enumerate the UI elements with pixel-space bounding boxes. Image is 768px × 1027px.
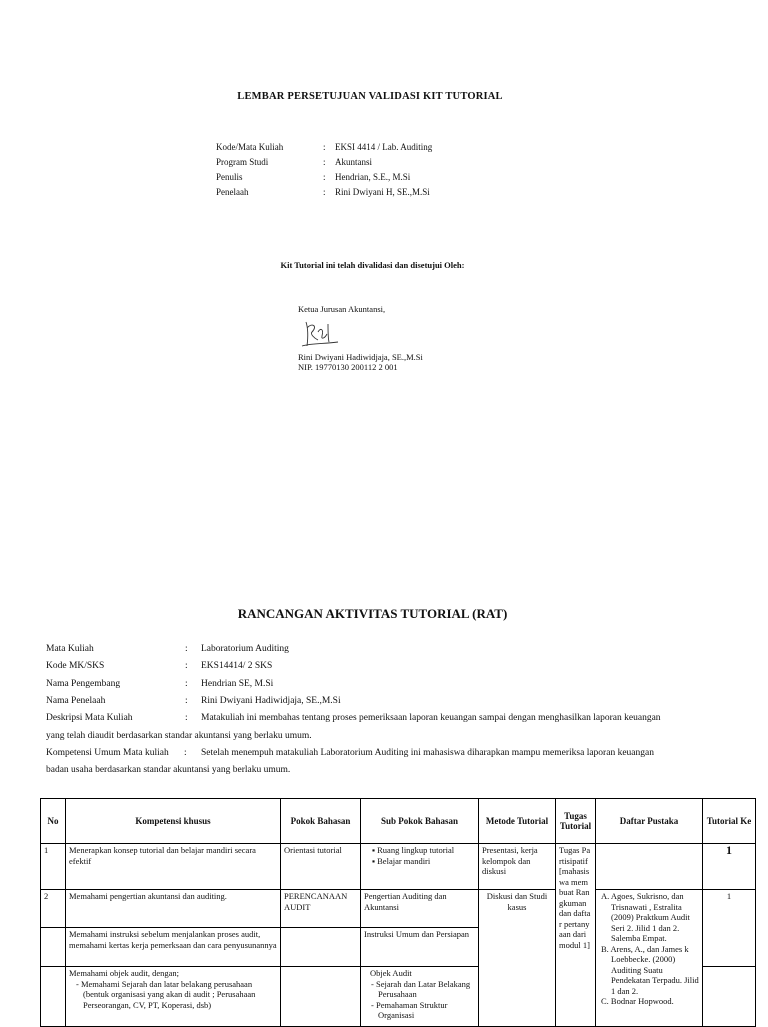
competence-cont: badan usaha berdasarkan standar akuntansi yang berlaku umum. — [46, 765, 291, 776]
cell-metode: Diskusi dan Studi kasus — [479, 890, 556, 1027]
cell-sub: Instruksi Umum dan Persiapan — [361, 928, 479, 967]
cell-kompetensi: Memahami pengertian akuntansi dan auditing. — [66, 890, 281, 928]
info-row — [46, 693, 726, 710]
info-colon: : — [185, 695, 188, 706]
field-label: Program Studi — [216, 157, 269, 167]
cell-sub — [361, 967, 479, 1027]
description-text: Matakuliah ini membahas tentang proses pemeriksaan laporan keuangan sampai dengan menghasilkan laporan keuangan — [201, 713, 661, 724]
header-pokok: Pokok Bahasan — [281, 799, 361, 844]
cell-pokok: PERENCANAAN AUDIT — [281, 890, 361, 928]
cell-no: 1 — [41, 844, 66, 890]
field-colon: : — [323, 187, 326, 197]
cell-metode: Presentasi, kerja kelompok dan diskusi — [479, 844, 556, 890]
field-colon: : — [323, 172, 326, 182]
info-row — [46, 676, 726, 693]
signatory-details — [298, 352, 423, 372]
list-item: - Pemahaman Struktur Organisasi — [378, 1000, 475, 1021]
kompetensi-intro: Memahami objek audit, dengan; — [69, 968, 179, 978]
signature-image — [298, 318, 346, 350]
info-label: Mata Kuliah — [46, 644, 94, 654]
description-cont: yang telah diaudit berdasarkan standar akuntansi yang berlaku umum. — [46, 730, 312, 741]
info-label: Nama Penelaah — [46, 695, 106, 706]
cell-tugas: Tugas Partisipatif [mahasiswa membuat Rangkuman dan daftar pertanyaan dari modul 1] — [556, 844, 596, 1027]
competence-row — [46, 745, 726, 762]
rat-table — [40, 798, 756, 1027]
cell-no: 2 — [41, 890, 66, 928]
list-item: - Sejarah dan Latar Belakang Perusahaan — [378, 979, 475, 1000]
rat-title: RANCANGAN AKTIVITAS TUTORIAL (RAT) — [237, 606, 508, 621]
field-colon: : — [323, 157, 326, 167]
signatory-name: Rini Dwiyani Hadiwidjaja, SE.,M.Si — [298, 352, 423, 362]
cell-tutorial-ke: 1 — [703, 844, 756, 890]
info-colon: : — [185, 644, 188, 654]
header-kompetensi: Kompetensi khusus — [66, 799, 281, 844]
rat-info — [0, 641, 768, 791]
field-colon: : — [323, 142, 326, 152]
info-value: Rini Dwiyani Hadiwidjaja, SE.,M.Si — [201, 695, 341, 706]
info-value: Laboratorium Auditing — [201, 644, 289, 654]
cell-pokok — [281, 967, 361, 1027]
info-row — [46, 658, 726, 675]
info-colon: : — [184, 747, 187, 758]
info-label: Nama Pengembang — [46, 678, 121, 689]
info-colon: : — [185, 661, 188, 672]
description-row — [46, 710, 726, 727]
sub-intro: Objek Audit — [370, 968, 412, 978]
field-label: Penelaah — [216, 187, 249, 197]
reference-item: A. Agoes, Sukrisno, dan Trisnawati , Estralita (2009) Praktkum Audit Seri 2. Jilid 1 dan 2. Salemba Empat. — [601, 891, 690, 943]
description-label: Deskripsi Mata Kuliah — [46, 713, 133, 724]
approval-fields — [0, 140, 768, 202]
info-colon: : — [185, 713, 188, 724]
info-colon: : — [185, 678, 188, 689]
cell-sub: Pengertian Auditing dan Akuntansi — [361, 890, 479, 928]
field-value: EKSI 4414 / Lab. Auditing — [335, 142, 433, 152]
field-value: Rini Dwiyani H, SE.,M.Si — [335, 187, 430, 197]
cell-pustaka — [596, 844, 703, 890]
reference-item: C. Bodnar Hopwood. — [601, 996, 674, 1006]
header-pustaka: Daftar Pustaka — [596, 799, 703, 844]
cell-tutorial-ke: 1 — [703, 890, 756, 967]
header-tugas: Tugas Tutorial — [556, 799, 596, 844]
field-label: Kode/Mata Kuliah — [216, 142, 284, 152]
table-row — [41, 890, 756, 928]
header-tutorial-ke: Tutorial Ke — [703, 799, 756, 844]
cell-sub — [361, 844, 479, 890]
approval-sheet-title: LEMBAR PERSETUJUAN VALIDASI KIT TUTORIAL — [237, 91, 503, 102]
header-no: No — [41, 799, 66, 844]
cell-pokok: Orientasi tutorial — [281, 844, 361, 890]
cell-no — [41, 928, 66, 967]
info-value: EKS14414/ 2 SKS — [201, 661, 273, 672]
info-value: Hendrian SE, M.Si — [201, 678, 274, 689]
cell-kompetensi: Menerapkan konsep tutorial dan belajar mandiri secara efektif — [66, 844, 281, 890]
list-item: - Memahami Sejarah dan latar belakang perusahaan (bentuk organisasi yang akan di audit ; Perusahaan Perseorangan, CV, PT, Koperasi, dsb) — [83, 979, 277, 1011]
info-label: Kode MK/SKS — [46, 661, 105, 672]
cell-tutorial-ke — [703, 967, 756, 1027]
header-metode: Metode Tutorial — [479, 799, 556, 844]
table-header-row — [41, 799, 756, 844]
info-row — [46, 641, 726, 658]
signatory-nip: NIP. 19770130 200112 2 001 — [298, 362, 398, 372]
field-value: Akuntansi — [335, 157, 372, 167]
header-sub: Sub Pokok Bahasan — [361, 799, 479, 844]
list-item: ▪ Ruang lingkup tutorial — [372, 845, 475, 856]
competence-label: Kompetensi Umum Mata kuliah — [46, 747, 169, 758]
cell-kompetensi — [66, 967, 281, 1027]
approval-statement: Kit Tutorial ini telah divalidasi dan disetujui Oleh: — [280, 260, 465, 270]
table-row — [41, 844, 756, 890]
reference-item: B. Arens, A., dan James k Loebbecke. (2000) Auditing Suatu Pendekatan Terpadu. Jilid 1 dan 2. — [601, 943, 699, 996]
signatory-role: Ketua Jurusan Akuntansi, — [298, 304, 386, 314]
cell-pokok — [281, 928, 361, 967]
cell-no — [41, 967, 66, 1027]
cell-kompetensi: Memahami instruksi sebelum menjalankan proses audit, memahami kertas kerja pemerksaan dan cara penyusunannya — [66, 928, 281, 967]
competence-text: Setelah menempuh matakuliah Laboratorium Auditing ini mahasiswa diharapkan mampu memeriksa laporan keuangan — [201, 747, 654, 758]
field-label: Penulis — [216, 172, 243, 182]
cell-pustaka — [596, 890, 703, 1027]
field-value: Hendrian, S.E., M.Si — [335, 172, 411, 182]
list-item: ▪ Belajar mandiri — [372, 856, 475, 867]
